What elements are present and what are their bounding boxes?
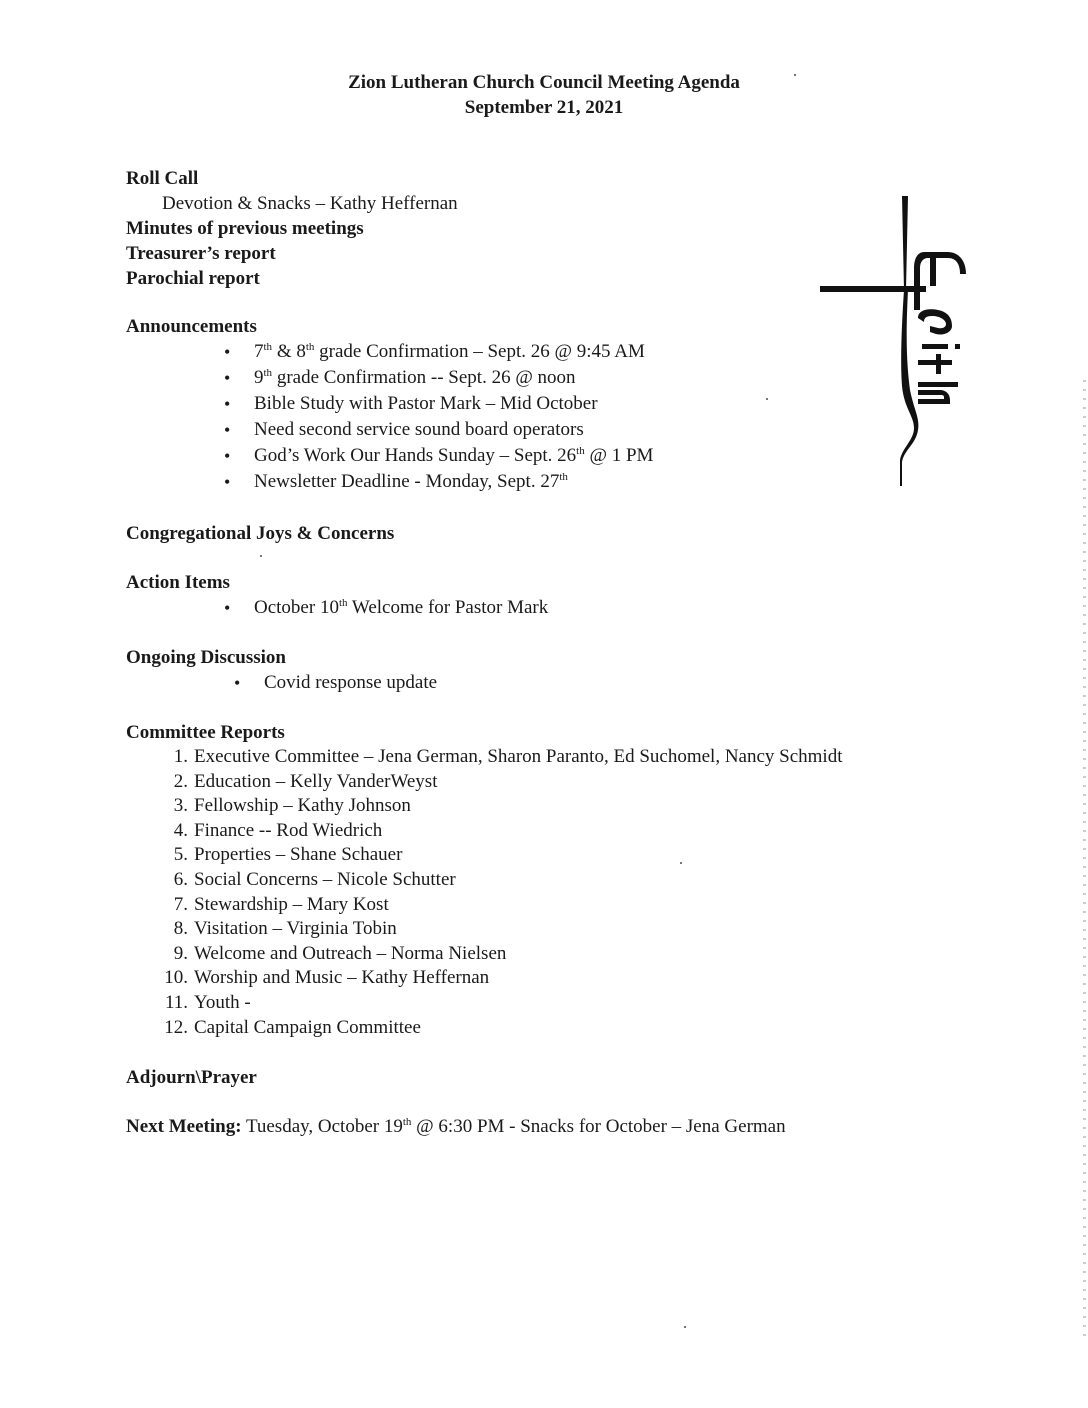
ongoing-list [0,670,437,696]
scan-speck [794,74,796,76]
treasurer-heading: Treasurer’s report [126,243,276,264]
list-item: • October 10th Welcome for Pastor Mark [126,595,548,621]
list-item: • 9th grade Confirmation -- Sept. 26 @ noon [126,365,653,391]
faith-cross-logo [818,190,978,490]
list-item: 1. Executive Committee – Jena German, Sharon Paranto, Ed Suchomel, Nancy Schmidt [173,746,843,767]
announcements-list [0,339,653,495]
list-item: • Need second service sound board operators [126,417,653,443]
committee-reports-heading: Committee Reports [126,722,285,743]
list-item: 2. Education – Kelly VanderWeyst [173,770,438,792]
ongoing-discussion-heading: Ongoing Discussion [126,647,286,668]
list-item: • 7th & 8th grade Confirmation – Sept. 26 @ 9:45 AM [126,339,653,365]
list-item: 6. Social Concerns – Nicole Schutter [173,868,456,890]
roll-call-heading: Roll Call [126,168,199,189]
ongoing-discussion-section [126,645,437,696]
list-item: 7. Stewardship – Mary Kost [173,893,389,915]
list-item: 10. Worship and Music – Kathy Heffernan [164,967,490,989]
scan-speck [680,862,682,864]
next-meeting-line: Next Meeting: Tuesday, October 19th @ 6:30 PM - Snacks for October – Jena German [126,1116,786,1137]
list-item: • Newsletter Deadline - Monday, Sept. 27th [126,469,653,495]
document-date: September 21, 2021 [464,97,624,118]
parochial-heading: Parochial report [126,268,260,289]
list-item: 5. Properties – Shane Schauer [173,844,403,866]
roll-call-section [126,166,458,291]
action-items-list [0,595,548,621]
action-items-section [126,570,548,621]
list-item: 11. Youth - [164,991,251,1013]
joys-concerns-heading: Congregational Joys & Concerns [126,523,395,544]
list-item: 3. Fellowship – Kathy Johnson [173,795,411,817]
adjourn-heading: Adjourn\Prayer [126,1067,257,1088]
devotion-line: Devotion & Snacks – Kathy Heffernan [162,193,458,214]
document-title: Zion Lutheran Church Council Meeting Agenda [348,72,740,93]
list-item: • God’s Work Our Hands Sunday – Sept. 26th @ 1 PM [126,443,653,469]
announcements-section [126,314,653,495]
list-item: • Covid response update [136,670,437,696]
scan-speck [260,555,262,557]
list-item: 4. Finance -- Rod Wiedrich [173,819,383,841]
action-items-heading: Action Items [126,572,230,593]
next-meeting-details: @ 6:30 PM - Snacks for October – Jena German [411,1116,786,1137]
scan-edge-marks [1083,380,1086,1340]
list-item: 8. Visitation – Virginia Tobin [173,918,397,940]
next-meeting-label: Next Meeting: [126,1116,242,1137]
list-item: 9. Welcome and Outreach – Norma Nielsen [173,942,507,964]
minutes-heading: Minutes of previous meetings [126,218,364,239]
announcements-heading: Announcements [126,316,257,337]
scan-speck [766,398,768,400]
list-item: • Bible Study with Pastor Mark – Mid October [126,391,653,417]
document-header [0,70,1088,120]
next-meeting-date: Tuesday, October 19 [241,1116,403,1137]
list-item: 12. Capital Campaign Committee [164,1016,421,1038]
committee-reports-section [126,720,843,1040]
scan-speck [684,1326,686,1328]
committee-list [126,745,843,1040]
